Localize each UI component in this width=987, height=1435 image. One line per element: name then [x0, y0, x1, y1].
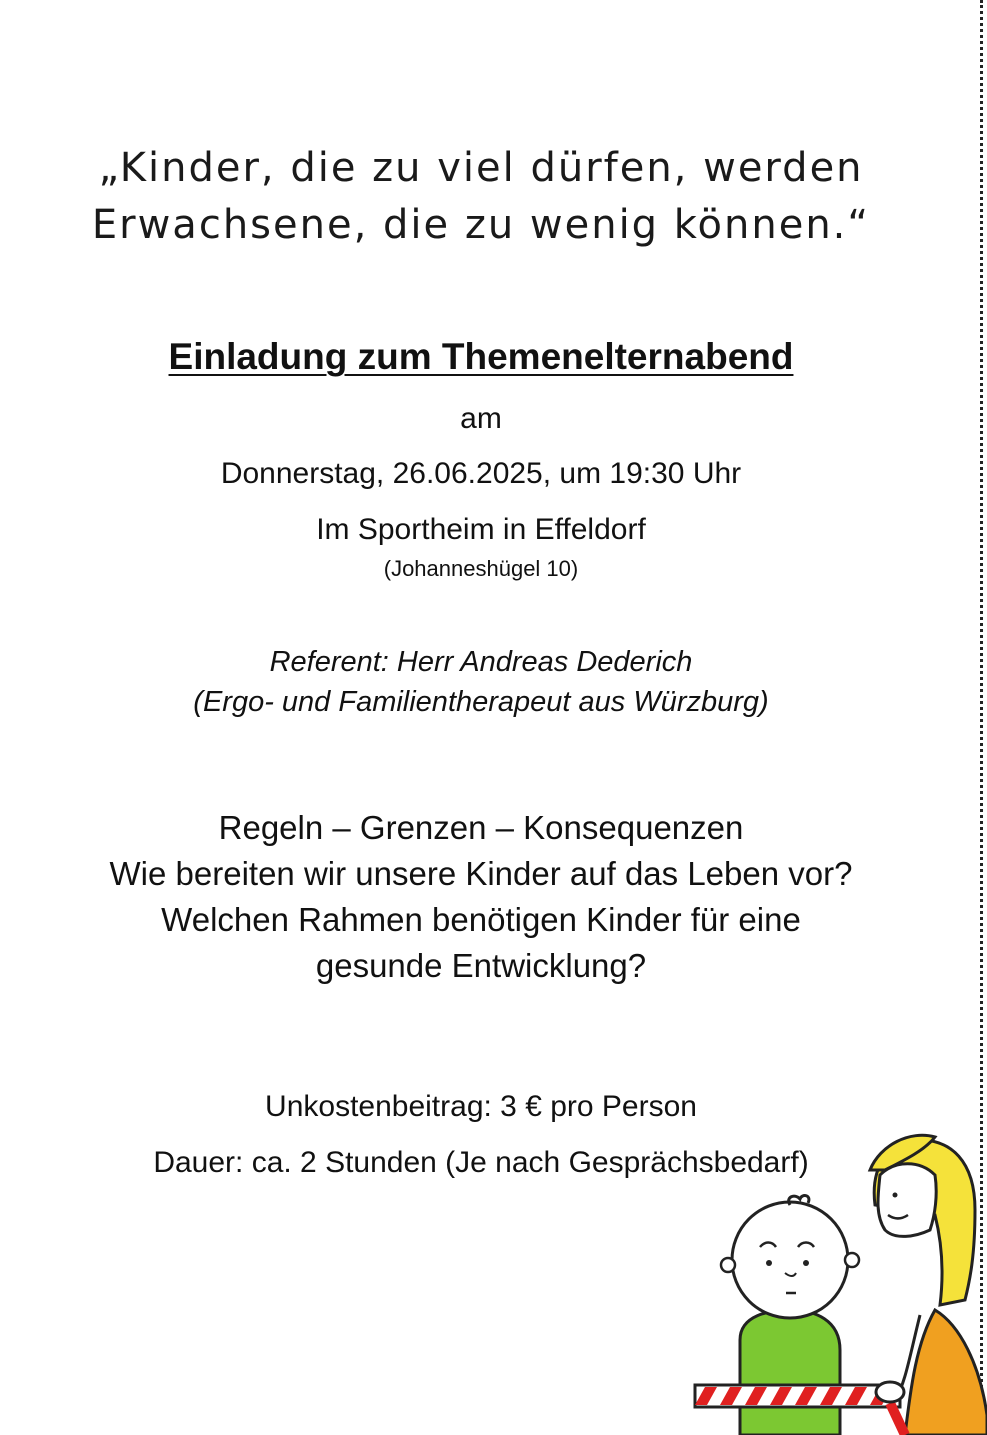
topics [0, 805, 962, 989]
page-title: Einladung zum Themenelternabend [168, 336, 794, 377]
quote-line-2: Erwachsene, die zu wenig können.“ [91, 202, 871, 248]
speaker-role: (Ergo- und Familientherapeut aus Würzburg) [193, 686, 769, 718]
speaker-name: Referent: Herr Andreas Dederich [269, 646, 693, 678]
child-and-woman-illustration [690, 1115, 987, 1435]
topic-line: Wie bereiten wir unsere Kinder auf das Leben vor? [109, 855, 853, 892]
topic-line: gesunde Entwicklung? [315, 947, 647, 984]
duration: Dauer: ca. 2 Stunden (Je nach Gesprächsbedarf) [153, 1146, 809, 1179]
fee: Unkostenbeitrag: 3 € pro Person [265, 1090, 697, 1123]
event-date: Donnerstag, 26.06.2025, um 19:30 Uhr [220, 457, 742, 490]
quote-line-1: „Kinder, die zu viel dürfen, werden [98, 145, 864, 191]
topic-line: Welchen Rahmen benötigen Kinder für eine [161, 901, 801, 938]
speaker [0, 642, 962, 722]
event-address: (Johanneshügel 10) [383, 556, 579, 581]
date-intro: am [460, 402, 502, 435]
quote [0, 140, 962, 254]
topic-line: Regeln – Grenzen – Konsequenzen [218, 809, 744, 846]
event-location: Im Sportheim in Effeldorf [316, 513, 646, 546]
